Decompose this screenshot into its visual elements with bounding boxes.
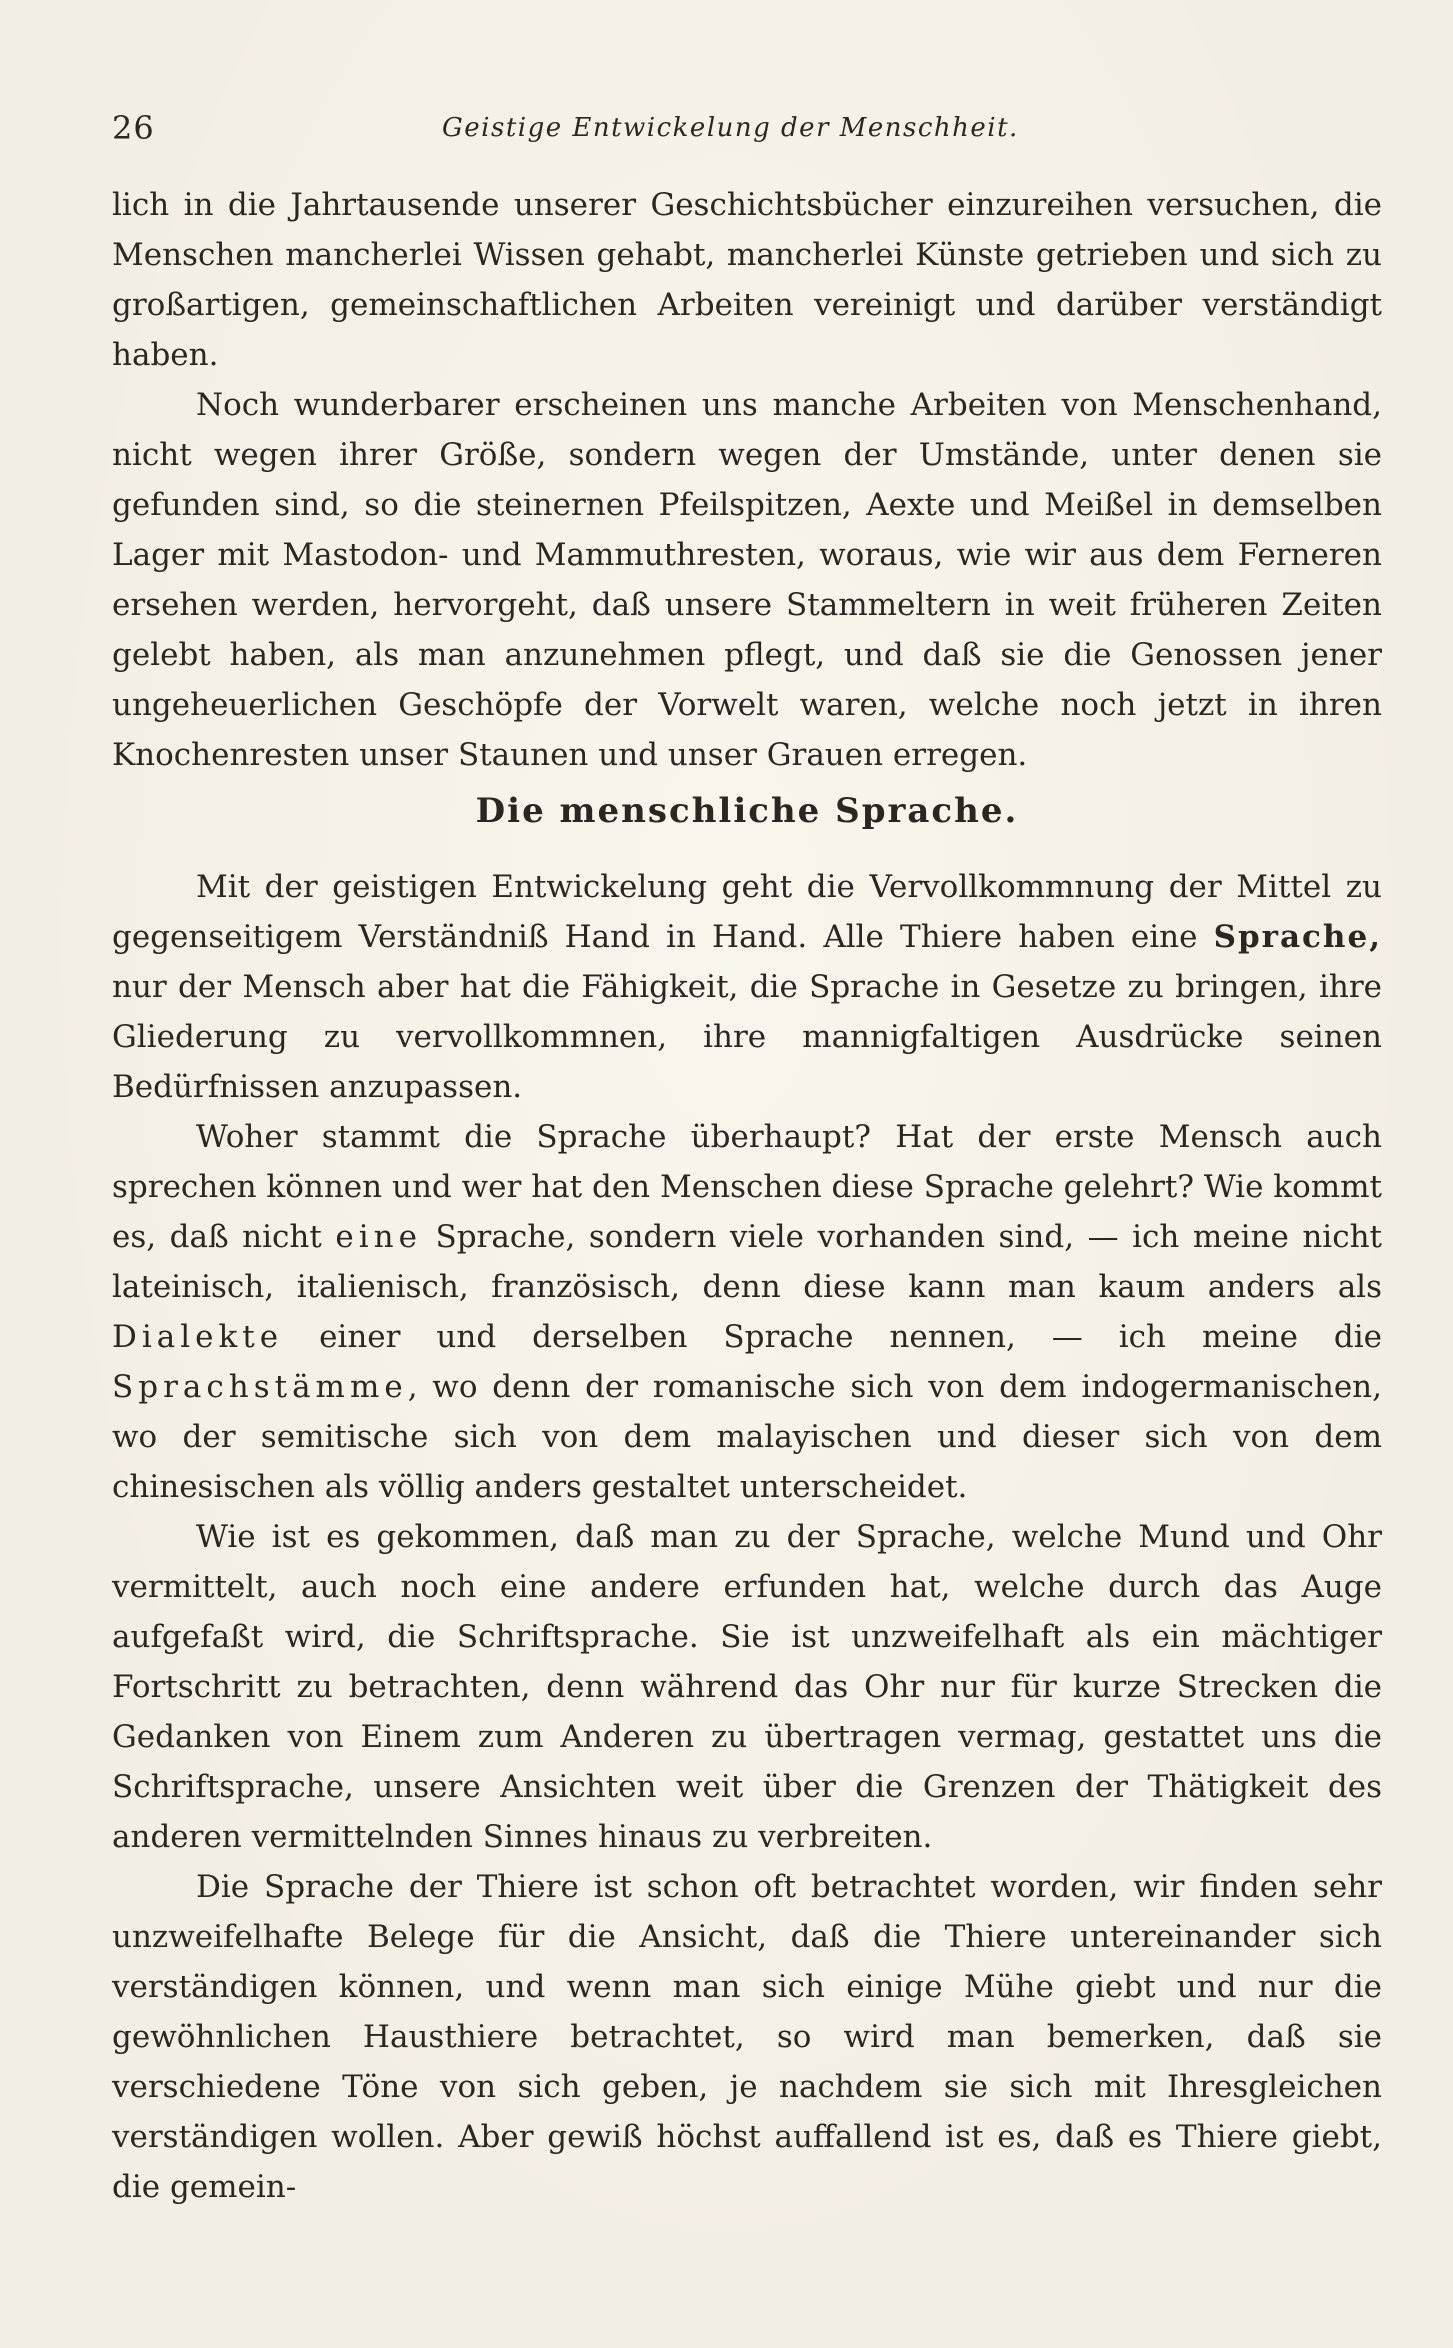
emphasized-word: Sprache, bbox=[1213, 919, 1382, 955]
paragraph: Noch wunderbarer erscheinen uns manche Arbeiten von Menschenhand, nicht wegen ihrer Größe, sondern wegen der Umstände, unter denen sie gefunden sind, so die steinernen Pfeilspitzen, Aexte und Meißel in demselben Lager mit Mastodon- und Mammuthresten, woraus, wie wir aus dem Ferneren ersehen werden, hervorgeht, daß unsere Stammeltern in weit früheren Zeiten gelebt haben, als man anzunehmen pflegt, und daß sie die Genossen jener ungeheuerlichen Geschöpfe der Vorwelt waren, welche noch jetzt in ihren Knochenresten unser Staunen und unser Grauen erregen. bbox=[112, 387, 1382, 773]
text-run: , wo denn der romanische sich von dem indogermanischen, wo der semitische sich von dem malayischen und dieser sich von dem chinesischen als völlig anders gestaltet unterscheidet. bbox=[112, 1369, 1382, 1505]
paragraph bbox=[112, 862, 1382, 1112]
spaced-word: Dialekte bbox=[112, 1319, 284, 1355]
section-continuation bbox=[112, 180, 1382, 780]
spaced-word: Sprachstämme bbox=[112, 1369, 408, 1405]
text-run: einer und derselben Sprache nennen, — ich meine die bbox=[283, 1319, 1382, 1355]
running-head: Geistige Entwickelung der Menschheit. bbox=[442, 113, 1019, 143]
section-heading: Die menschliche Sprache. bbox=[475, 791, 1019, 831]
page-header bbox=[112, 104, 1382, 152]
text-run: nur der Mensch aber hat die Fähigkeit, die Sprache in Gesetze zu bringen, ihre Gliederung zu vervollkommnen, ihre mannigfaltigen Ausdrücke seinen Bedürfnissen anzupassen. bbox=[112, 969, 1382, 1105]
paragraph: Die Sprache der Thiere ist schon oft betrachtet worden, wir finden sehr unzweifelhafte Belege für die Ansicht, daß die Thiere untereinander sich verständigen können, und wenn man sich einige Mühe giebt und nur die gewöhnlichen Hausthiere betrachtet, so wird man bemerken, daß sie verschiedene Töne von sich geben, je nachdem sie sich mit Ihresgleichen verständigen wollen. Aber gewiß höchst auffallend ist es, daß es Thiere giebt, die gemein- bbox=[112, 1869, 1382, 2205]
text-run: Woher stammt die Sprache überhaupt? Hat der erste Mensch auch sprechen können und wer hat den Menschen diese Sprache gelehrt? Wie kommt es, daß nicht bbox=[112, 1119, 1382, 1255]
text-run: Mit der geistigen Entwickelung geht die Vervollkommnung der Mittel zu gegenseitigem Verständniß Hand in Hand. Alle Thiere haben eine bbox=[112, 869, 1382, 955]
paragraph bbox=[112, 1112, 1382, 1512]
page-number: 26 bbox=[112, 109, 155, 147]
spaced-word: eine bbox=[335, 1219, 422, 1255]
paragraph: Wie ist es gekommen, daß man zu der Sprache, welche Mund und Ohr vermittelt, auch noch eine andere erfunden hat, welche durch das Auge aufgefaßt wird, die Schriftsprache. Sie ist unzweifelhaft als ein mächtiger Fortschritt zu betrachten, denn während das Ohr nur für kurze Strecken die Gedanken von Einem zum Anderen zu übertragen vermag, gestattet uns die Schriftsprache, unsere Ansichten weit über die Grenzen der Thätigkeit des anderen vermittelnden Sinnes hinaus zu verbreiten. bbox=[112, 1519, 1382, 1855]
paragraph: lich in die Jahrtausende unserer Geschichtsbücher einzureihen versuchen, die Menschen mancherlei Wissen gehabt, mancherlei Künste getrieben und sich zu großartigen, gemeinschaftlichen Arbeiten vereinigt und darüber verständigt haben. bbox=[112, 187, 1382, 373]
section-language bbox=[112, 862, 1382, 2212]
text-run: Sprache, sondern viele vorhanden sind, — ich meine nicht lateinisch, italienisch, französisch, denn diese kann man kaum anders als bbox=[112, 1219, 1382, 1305]
